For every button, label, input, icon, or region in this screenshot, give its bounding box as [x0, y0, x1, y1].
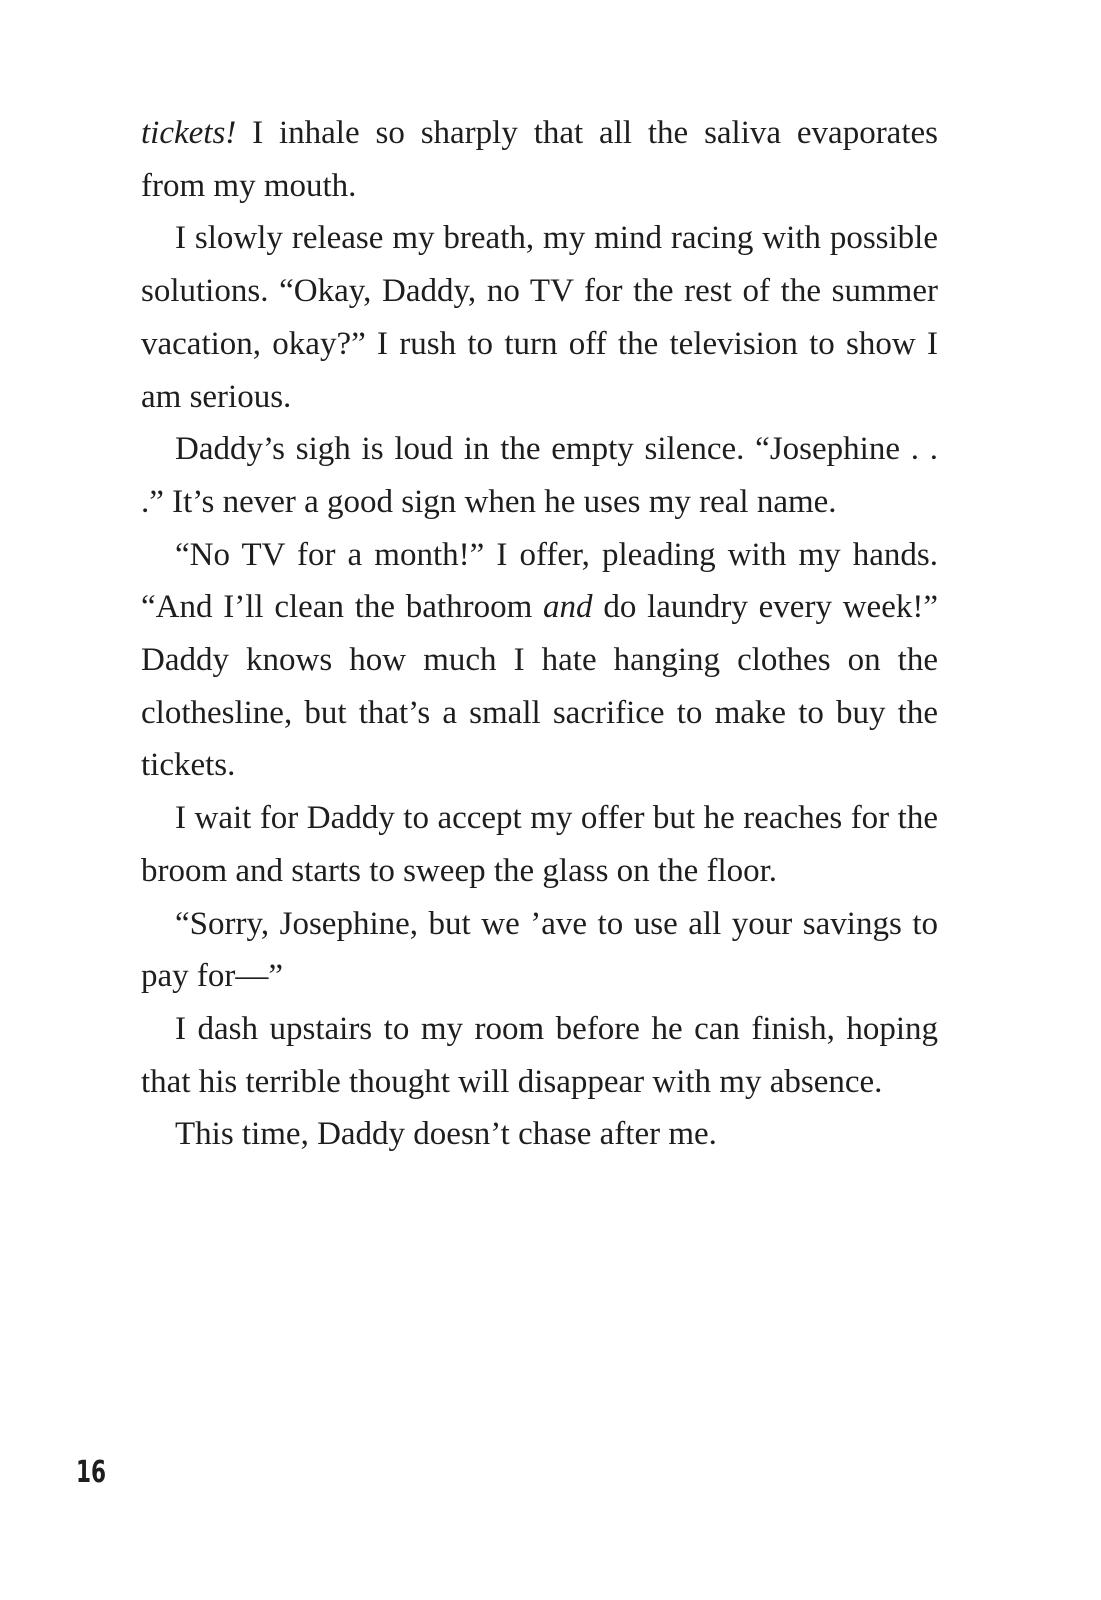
paragraph-text: I inhale so sharply that all the saliva evaporates from my mouth. [141, 115, 938, 204]
paragraph-8: This time, Daddy doesn’t chase after me. [175, 1116, 717, 1153]
paragraph-text: “No TV for a month!” I offer, pleading with my hands. “And I’ll clean the bathroom [141, 536, 938, 626]
paragraph-5: I wait for Daddy to accept my offer but he reaches for the broom and starts to sweep the glass on the floor. [141, 800, 938, 889]
paragraph-1 [141, 107, 938, 212]
paragraph-6: “Sorry, Josephine, but we ’ave to use all your savings to pay for—” [141, 905, 938, 995]
paragraph-4 [141, 529, 938, 793]
paragraph-7: I dash upstairs to my room before he can finish, hoping that his terrible thought will disappear with my absence. [141, 1010, 938, 1100]
italic-word: and [543, 589, 593, 626]
paragraph-text: do laundry every week!” Daddy knows how much I hate hanging clothes on the clothesline, but that’s a small sacrifice to make to buy the tickets. [141, 589, 938, 784]
body-text [141, 107, 938, 1161]
paragraph-2: I slowly release my breath, my mind racing with possible solutions. “Okay, Daddy, no TV for the rest of the summer vacation, okay?” I rush to turn off the television to show I am serious. [141, 220, 938, 415]
italic-word: tickets! [141, 115, 237, 151]
paragraph-3: Daddy’s sigh is loud in the empty silence. “Josephine . . .” It’s never a good sign when he uses my real name. [141, 431, 938, 520]
page-number: 16 [76, 1455, 107, 1490]
